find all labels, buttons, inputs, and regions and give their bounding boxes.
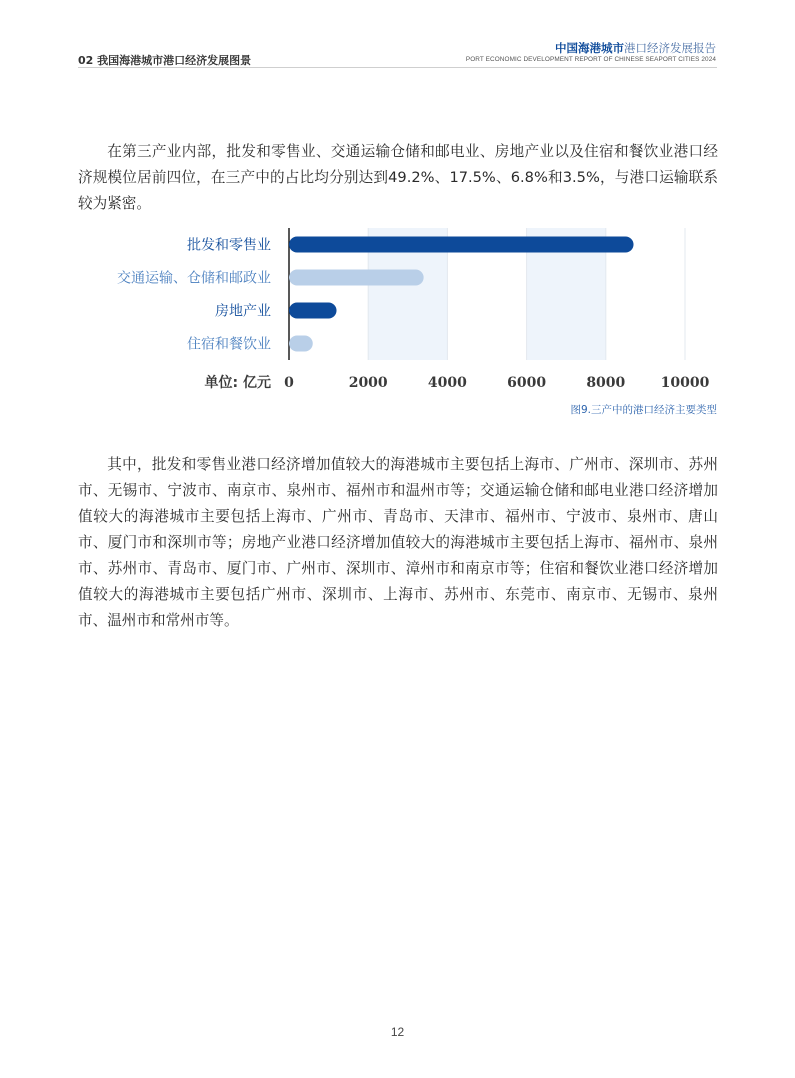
section-title: 02 我国海港城市港口经济发展图景 [78, 54, 252, 67]
bar [289, 336, 313, 352]
header-divider [78, 67, 717, 68]
report-title-light: 港口经济发展报告 [624, 41, 716, 55]
category-label: 交通运输、仓储和邮政业 [117, 270, 271, 287]
report-header [466, 41, 716, 64]
unit-label: 单位: 亿元 [204, 375, 271, 391]
x-tick-label: 2000 [348, 375, 388, 391]
x-tick-label: 6000 [507, 375, 547, 391]
report-subtitle: PORT ECONOMIC DEVELOPMENT REPORT OF CHINESE SEAPORT CITIES 2024 [465, 56, 716, 63]
report-title [466, 41, 716, 55]
x-tick-label: 10000 [660, 375, 710, 391]
bar [289, 303, 337, 319]
bar [289, 237, 634, 253]
paragraph-intro: 在第三产业内部，批发和零售业、交通运输仓储和邮电业、房地产业以及住宿和餐饮业港口经济规模位居前四位，在三产中的占比均分别达到49.2%、17.5%、6.8%和3.5%，与港口运输联系较为紧密。 [78, 143, 718, 212]
x-tick-label: 4000 [427, 375, 467, 391]
x-tick-label: 0 [284, 375, 294, 391]
bar [289, 270, 424, 286]
report-title-bold: 中国海港城市 [555, 41, 624, 55]
category-label: 批发和零售业 [187, 237, 271, 254]
category-label: 房地产业 [215, 303, 271, 320]
paragraph-detail: 其中，批发和零售业港口经济增加值较大的海港城市主要包括上海市、广州市、深圳市、苏州市、无锡市、宁波市、南京市、泉州市、福州市和温州市等；交通运输仓储和邮电业港口经济增加值较大的海港城市主要包括上海市、广州市、青岛市、天津市、福州市、宁波市、泉州市、唐山市、厦门市和深圳市等；房地产业港口经济增加值较大的海港城市主要包括上海市、福州市、泉州市、苏州市、青岛市、厦门市、广州市、深圳市、漳州市和南京市等；住宿和餐饮业港口经济增加值较大的海港城市主要包括广州市、深圳市、上海市、苏州市、东莞市、南京市、无锡市、泉州市、温州市和常州市等。 [78, 456, 718, 629]
x-tick-label: 8000 [586, 375, 626, 391]
tertiary-industry-bar-chart [78, 222, 718, 400]
figure-caption: 图9.三产中的港口经济主要类型 [570, 404, 717, 416]
category-label: 住宿和餐饮业 [187, 336, 271, 353]
page-number: 12 [390, 1025, 405, 1039]
